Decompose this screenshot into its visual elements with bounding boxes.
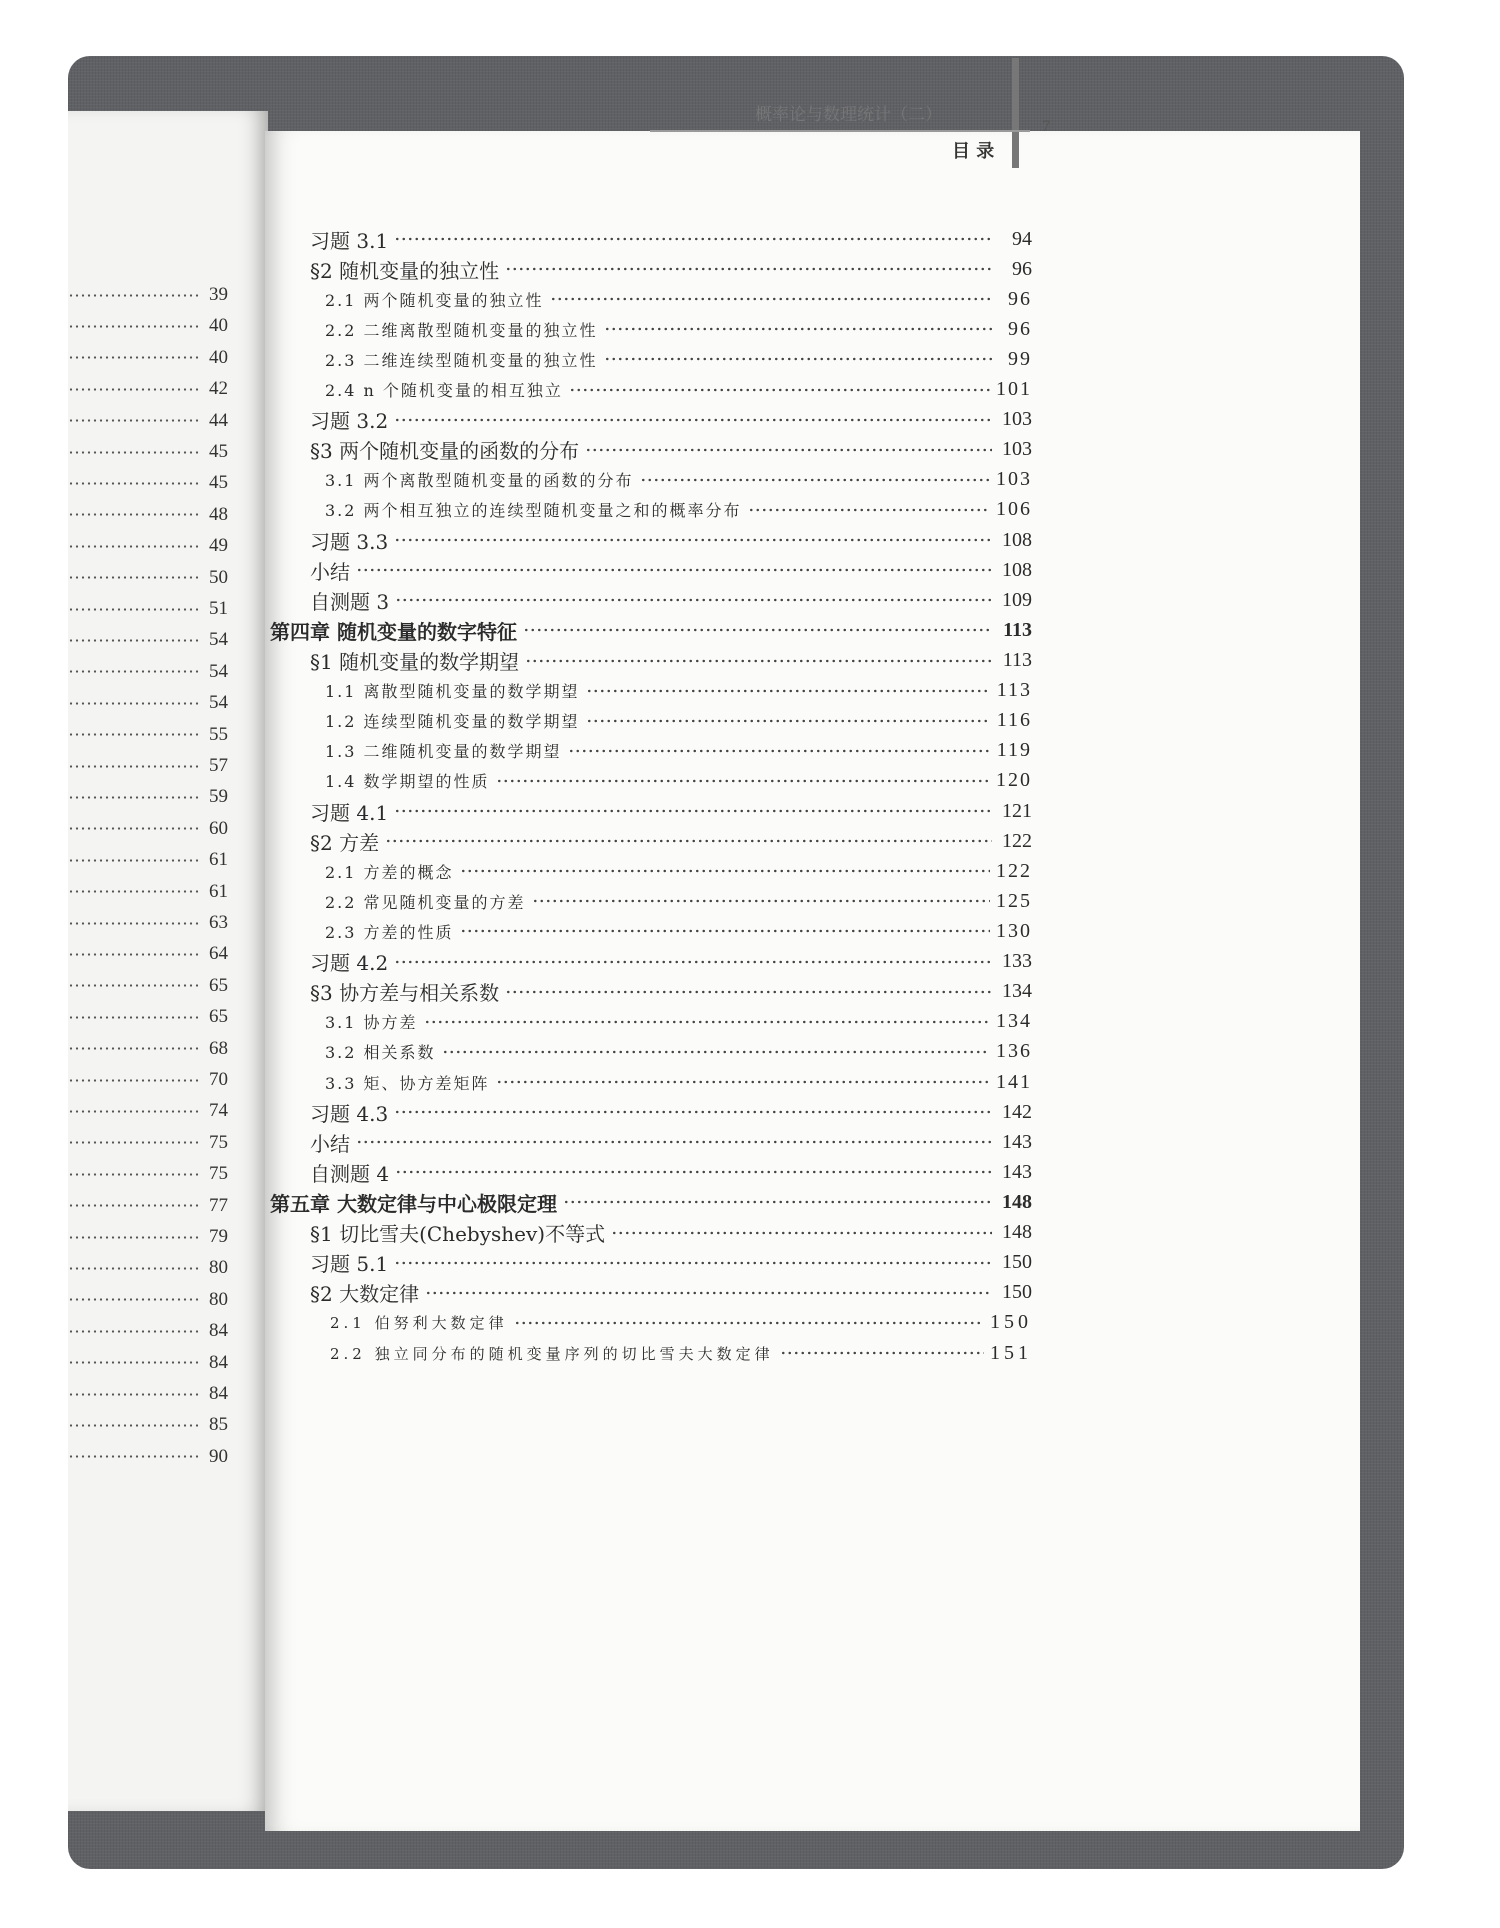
dot-leader	[442, 1050, 990, 1054]
left-page-toc-row	[68, 472, 228, 494]
left-page-toc-row	[68, 1100, 228, 1122]
toc-entry-page: 134	[1002, 980, 1032, 1003]
toc-entry-title: 2.4 n 个随机变量的相互独立	[325, 381, 563, 401]
left-page-number: 65	[209, 1006, 228, 1028]
toc-entry-title: 1.2 连续型随机变量的数学期望	[325, 712, 580, 732]
dot-leader	[68, 1047, 199, 1050]
toc-entry-page: 150	[1002, 1281, 1032, 1304]
left-page-number: 85	[209, 1414, 228, 1436]
toc-entry-title: 第五章 大数定律与中心极限定理	[270, 1191, 557, 1216]
page-number: 7	[1042, 118, 1050, 135]
left-page-number: 45	[209, 441, 228, 462]
toc-entry	[330, 1308, 1032, 1338]
left-page-toc-row	[68, 1352, 228, 1374]
toc-entry-title: 2.1 伯努利大数定律	[330, 1314, 508, 1333]
toc-entry	[310, 254, 1032, 284]
left-page-number: 44	[209, 409, 228, 431]
left-page-number: 77	[209, 1194, 228, 1216]
toc-entry-page: 125	[996, 889, 1032, 912]
dot-leader	[748, 508, 990, 512]
header-rule	[650, 130, 1030, 132]
toc-entry	[325, 314, 1032, 344]
toc-entry	[310, 1218, 1032, 1248]
toc-entry-title: 小结	[310, 1131, 350, 1156]
toc-entry	[270, 615, 1032, 645]
toc-entry	[310, 1127, 1032, 1157]
toc-entry-page: 103	[1002, 438, 1032, 461]
dot-leader	[394, 237, 992, 241]
dot-leader	[395, 1170, 992, 1174]
toc-entry	[310, 555, 1032, 585]
toc-entry-page: 148	[1002, 1190, 1032, 1213]
toc-entry-title: 3.2 两个相互独立的连续型随机变量之和的概率分布	[325, 501, 742, 521]
dot-leader	[68, 1455, 199, 1458]
toc-entry-title: 2.3 方差的性质	[325, 922, 454, 942]
toc-entry-title: 习题 4.3	[310, 1101, 389, 1126]
toc-entry-page: 136	[996, 1040, 1032, 1063]
toc-entry-title: 2.1 方差的概念	[325, 862, 454, 882]
left-page-toc-row	[68, 975, 228, 997]
dot-leader	[525, 659, 992, 663]
dot-leader	[356, 1140, 992, 1144]
left-page-number: 65	[209, 974, 228, 996]
dot-leader	[505, 990, 992, 994]
left-page-toc-row	[68, 1069, 228, 1091]
toc-entry-page: 150	[990, 1311, 1032, 1334]
toc-entry-page: 113	[1002, 649, 1032, 671]
toc-entry-title: 1.4 数学期望的性质	[325, 772, 490, 792]
left-page-toc-row	[68, 786, 228, 808]
left-page-number: 80	[209, 1288, 228, 1310]
dot-leader	[68, 294, 199, 297]
dot-leader	[68, 451, 199, 454]
toc-entry	[325, 766, 1032, 796]
dot-leader	[68, 733, 199, 736]
toc-entry	[325, 736, 1032, 766]
toc-entry	[325, 375, 1032, 405]
dot-leader	[68, 608, 199, 611]
toc-entry-title: 3.2 相关系数	[325, 1043, 436, 1063]
toc-entry-page: 113	[996, 679, 1032, 702]
left-page-number: 90	[209, 1445, 228, 1467]
toc-entry	[325, 886, 1032, 916]
left-page-number: 42	[209, 378, 228, 400]
toc-entry-page: 141	[996, 1070, 1032, 1093]
toc-entry-page: 130	[996, 919, 1032, 942]
dot-leader	[585, 448, 992, 452]
left-page	[68, 111, 268, 1811]
left-page-number: 63	[209, 912, 228, 933]
left-page-number: 59	[209, 786, 228, 808]
left-page-toc-row	[68, 1226, 228, 1248]
toc-entry	[325, 706, 1032, 736]
toc-entry	[310, 796, 1032, 826]
toc-entry-title: 习题 3.2	[310, 409, 389, 434]
dot-leader	[68, 388, 199, 391]
dot-leader	[68, 890, 199, 893]
dot-leader	[68, 325, 199, 328]
dot-leader	[68, 1393, 199, 1396]
toc-entry	[310, 826, 1032, 856]
dot-leader	[68, 639, 199, 642]
toc-entry-title: 2.2 常见随机变量的方差	[325, 892, 526, 912]
dot-leader	[68, 859, 199, 862]
dot-leader	[394, 960, 992, 964]
dot-leader	[568, 749, 991, 753]
toc-entry	[310, 224, 1032, 254]
toc-entry-title: 3.1 协方差	[325, 1013, 418, 1033]
dot-leader	[496, 1080, 990, 1084]
dot-leader	[68, 1110, 199, 1113]
dot-leader	[68, 419, 199, 422]
left-page-toc-row	[68, 1006, 228, 1028]
dot-leader	[460, 929, 990, 933]
left-page-toc-row	[68, 1163, 228, 1185]
toc-entry	[310, 1097, 1032, 1127]
dot-leader	[604, 327, 992, 331]
left-page-number: 57	[209, 755, 228, 776]
dot-leader	[356, 568, 992, 572]
dot-leader	[68, 796, 199, 799]
toc-entry-page: 143	[1002, 1160, 1032, 1183]
toc-entry-title: 自测题 4	[310, 1161, 390, 1186]
toc-entry	[330, 1338, 1032, 1368]
toc-entry-page: 108	[1002, 528, 1032, 551]
left-page-number: 70	[209, 1069, 228, 1090]
toc-entry-page: 119	[996, 739, 1032, 762]
toc-entry-title: 习题 3.1	[310, 228, 389, 253]
toc-entry-title: §1 随机变量的数学期望	[310, 650, 520, 674]
toc-entry-page: 148	[1002, 1221, 1032, 1244]
dot-leader	[394, 1261, 992, 1265]
left-page-toc-row	[68, 1320, 228, 1342]
toc-entry-title: 1.3 二维随机变量的数学期望	[325, 742, 562, 762]
toc-entry-page: 122	[996, 859, 1032, 882]
toc-entry	[325, 284, 1032, 314]
dot-leader	[385, 839, 992, 843]
dot-leader	[68, 1236, 199, 1239]
dot-leader	[395, 598, 992, 602]
left-page-toc-row	[68, 818, 228, 840]
toc-entry-page: 101	[996, 378, 1032, 401]
toc-entry	[270, 1187, 1032, 1217]
dot-leader	[394, 1110, 992, 1114]
toc-entry-page: 103	[996, 468, 1032, 491]
dot-leader	[68, 827, 199, 830]
left-page-toc-row	[68, 1038, 228, 1060]
dot-leader	[68, 1298, 199, 1301]
toc-entry-page: 151	[990, 1341, 1032, 1364]
left-page-number: 64	[209, 943, 228, 965]
dot-leader	[394, 418, 992, 422]
left-page-number: 40	[209, 346, 228, 368]
left-page-toc-row	[68, 661, 228, 683]
dot-leader	[68, 1016, 199, 1019]
dot-leader	[68, 670, 199, 673]
left-page-number: 51	[209, 598, 228, 619]
left-page-number: 84	[209, 1320, 228, 1342]
toc-entry	[310, 585, 1032, 615]
left-page-toc-row	[68, 755, 228, 777]
left-page-number: 55	[209, 723, 228, 745]
left-page-number: 54	[209, 660, 228, 682]
toc-entry-title: §2 大数定律	[310, 1282, 420, 1307]
toc-entry-title: 2.1 两个随机变量的独立性	[325, 290, 544, 310]
left-page-number: 84	[209, 1383, 228, 1404]
toc-entry	[310, 1157, 1032, 1187]
toc-entry-title: 2.2 独立同分布的随机变量序列的切比雪夫大数定律	[330, 1344, 774, 1363]
dot-leader	[780, 1351, 984, 1355]
toc-entry-page: 143	[1002, 1130, 1032, 1153]
toc-entry-page: 120	[996, 769, 1032, 792]
left-page-toc-row	[68, 378, 228, 400]
toc-entry-page: 108	[1002, 558, 1032, 581]
toc-entry-page: 116	[996, 709, 1032, 732]
dot-leader	[68, 953, 199, 956]
left-page-toc-row	[68, 724, 228, 746]
left-page-number: 74	[209, 1100, 228, 1122]
left-page-number: 49	[209, 535, 228, 557]
toc-entry-page: 96	[1008, 317, 1032, 340]
toc-entry-page: 99	[1008, 347, 1032, 370]
toc-entry	[325, 1067, 1032, 1097]
toc-entry-title: 习题 4.2	[310, 951, 389, 976]
header-bar	[1012, 58, 1019, 168]
toc-entry-title: 习题 4.1	[310, 800, 389, 825]
left-page-toc-row	[68, 1414, 228, 1436]
left-page-number: 80	[209, 1257, 228, 1279]
dot-leader	[68, 1173, 199, 1176]
toc-entry	[325, 1007, 1032, 1037]
toc-entry-title: 1.1 离散型随机变量的数学期望	[325, 682, 580, 702]
left-page-toc-row	[68, 504, 228, 526]
dot-leader	[394, 809, 992, 813]
left-page-number: 39	[209, 284, 228, 305]
left-page-toc-row	[68, 629, 228, 651]
toc-entry-page: 122	[1002, 829, 1032, 852]
left-page-toc-row	[68, 315, 228, 337]
running-header-section: 目 录	[952, 141, 995, 162]
toc-entry	[310, 947, 1032, 977]
toc-entry-title: 3.3 矩、协方差矩阵	[325, 1073, 490, 1093]
left-page-toc-row	[68, 881, 228, 903]
left-page-toc-row	[68, 692, 228, 714]
toc-entry	[310, 1248, 1032, 1278]
dot-leader	[68, 1361, 199, 1364]
toc-entry	[310, 977, 1032, 1007]
toc-entry-title: 习题 3.3	[310, 529, 389, 554]
left-page-toc-row	[68, 410, 228, 432]
left-page-toc-row	[68, 1383, 228, 1405]
toc-entry-title: §3 两个随机变量的函数的分布	[310, 439, 580, 464]
toc-entry	[325, 1037, 1032, 1067]
toc-entry-page: 121	[1002, 799, 1032, 822]
dot-leader	[563, 1200, 992, 1204]
dot-leader	[496, 779, 990, 783]
dot-leader	[68, 1267, 199, 1270]
left-page-number: 84	[209, 1351, 228, 1373]
toc-entry	[310, 435, 1032, 465]
toc-entry-title: §2 随机变量的独立性	[310, 258, 500, 283]
toc-entry-title: 3.1 两个离散型随机变量的函数的分布	[325, 471, 634, 491]
toc-entry	[310, 525, 1032, 555]
dot-leader	[68, 1424, 199, 1427]
toc-entry-title: §2 方差	[310, 830, 380, 855]
dot-leader	[68, 984, 199, 987]
left-page-number: 75	[209, 1131, 228, 1153]
toc-entry	[310, 405, 1032, 435]
left-page-toc-row	[68, 441, 228, 463]
toc-entry-page: 96	[1008, 287, 1032, 310]
toc-entry-title: §1 切比雪夫(Chebyshev)不等式	[310, 1222, 606, 1247]
dot-leader	[611, 1231, 992, 1235]
dot-leader	[604, 357, 992, 361]
toc-entry-page: 150	[1002, 1251, 1032, 1274]
toc-entry-page: 142	[1002, 1100, 1032, 1123]
toc-entry-title: 2.2 二维离散型随机变量的独立性	[325, 320, 598, 340]
left-page-toc-row	[68, 567, 228, 589]
left-page-toc-row	[68, 1257, 228, 1279]
left-page-toc-row	[68, 598, 228, 620]
left-page-toc-row	[68, 347, 228, 369]
left-page-toc-row	[68, 284, 228, 306]
left-page-toc-row	[68, 849, 228, 871]
toc-entry	[310, 1278, 1032, 1308]
left-page-toc-row	[68, 535, 228, 557]
left-page-number: 45	[209, 472, 228, 494]
toc-entry-page: 96	[1012, 257, 1032, 280]
dot-leader	[68, 1079, 199, 1082]
left-page-toc-row	[68, 912, 228, 934]
left-page-number: 48	[209, 503, 228, 525]
toc-entry	[325, 465, 1032, 495]
left-page-number: 75	[209, 1163, 228, 1185]
left-page-toc-row	[68, 943, 228, 965]
toc-entry	[325, 916, 1032, 946]
dot-leader	[586, 689, 991, 693]
toc-entry-page: 109	[1002, 588, 1032, 611]
toc-entry-title: 2.3 二维连续型随机变量的独立性	[325, 350, 598, 370]
dot-leader	[68, 922, 199, 925]
dot-leader	[640, 478, 990, 482]
toc-entry	[325, 856, 1032, 886]
toc-entry-title: 小结	[310, 559, 350, 584]
left-page-number: 40	[209, 315, 228, 337]
dot-leader	[68, 1330, 199, 1333]
left-page-number: 60	[209, 817, 228, 839]
dot-leader	[523, 628, 992, 632]
dot-leader	[68, 513, 199, 516]
toc-entry-page: 106	[996, 498, 1032, 521]
left-page-number: 50	[209, 566, 228, 588]
dot-leader	[505, 267, 992, 271]
dot-leader	[394, 538, 992, 542]
dot-leader	[425, 1291, 992, 1295]
toc-entry-title: 自测题 3	[310, 589, 390, 614]
toc-entry	[325, 676, 1032, 706]
toc-entry-title: §3 协方差与相关系数	[310, 981, 500, 1006]
toc-entry-page: 94	[1012, 227, 1032, 250]
left-page-toc-row	[68, 1289, 228, 1311]
dot-leader	[460, 869, 990, 873]
dot-leader	[532, 899, 990, 903]
toc-entry-page: 133	[1002, 950, 1032, 973]
toc-entry-title: 第四章 随机变量的数字特征	[270, 619, 517, 644]
left-page-toc-row	[68, 1195, 228, 1217]
dot-leader	[68, 1204, 199, 1207]
dot-leader	[550, 297, 992, 301]
toc-entry-page: 134	[996, 1010, 1032, 1033]
left-page-toc-row	[68, 1446, 228, 1468]
toc-entry	[325, 495, 1032, 525]
left-page-number: 61	[209, 880, 228, 902]
dot-leader	[514, 1321, 984, 1325]
left-page-number: 54	[209, 629, 228, 651]
dot-leader	[586, 719, 991, 723]
toc-entry-title: 习题 5.1	[310, 1252, 389, 1277]
dot-leader	[424, 1020, 990, 1024]
dot-leader	[68, 702, 199, 705]
dot-leader	[569, 388, 990, 392]
dot-leader	[68, 356, 199, 359]
toc-entry	[310, 646, 1032, 676]
left-page-number: 54	[209, 692, 228, 714]
toc-entry-page: 103	[1002, 408, 1032, 431]
dot-leader	[68, 482, 199, 485]
toc-entry-page: 113	[1003, 618, 1032, 641]
toc-entry	[325, 344, 1032, 374]
dot-leader	[68, 765, 199, 768]
left-page-number: 68	[209, 1037, 228, 1059]
running-header-title: 概率论与数理统计（二）	[755, 105, 942, 125]
left-page-number: 61	[209, 849, 228, 871]
dot-leader	[68, 576, 199, 579]
dot-leader	[68, 1141, 199, 1144]
left-page-number: 79	[209, 1226, 228, 1247]
dot-leader	[68, 545, 199, 548]
left-page-toc-row	[68, 1132, 228, 1154]
